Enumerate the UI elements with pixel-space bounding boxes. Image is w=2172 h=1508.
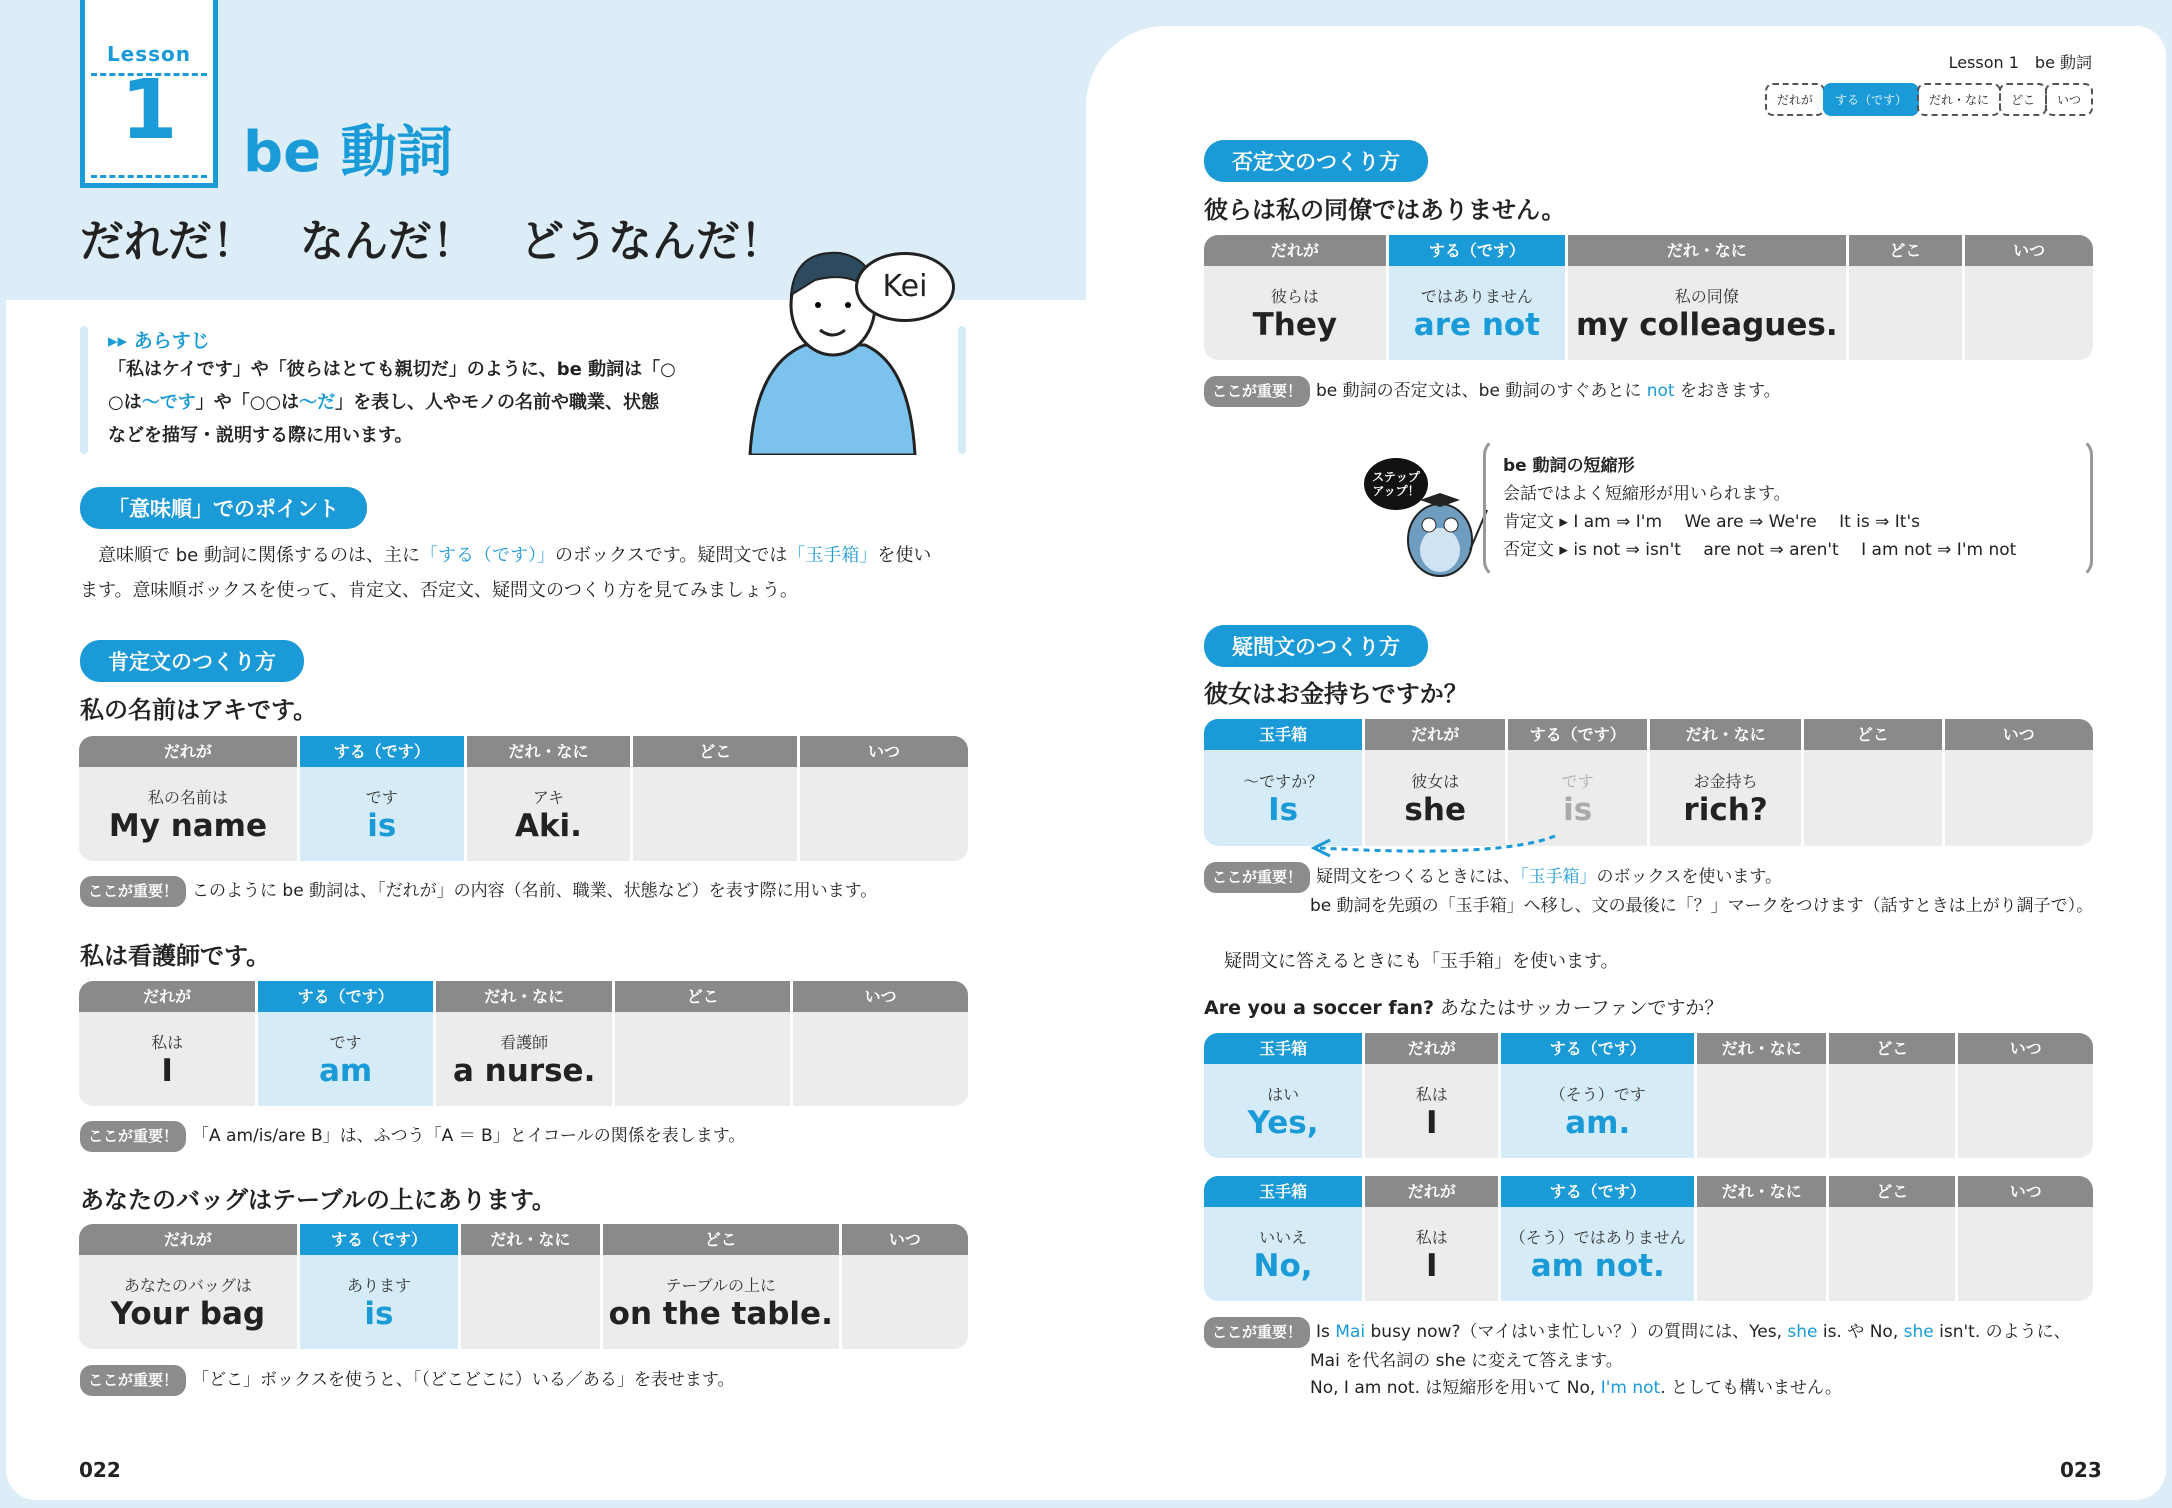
column-header: どこ [603, 1224, 839, 1255]
section-pill-question: 疑問文のつくり方 [1204, 625, 1428, 667]
important-note: ここが重要！ 疑問文をつくるときには、「玉手箱」のボックスを使います。 be 動詞を先頭の「玉手箱」へ移し、文の最後に「？」マークをつけます（話すときは上がり調子で）。 [1204, 862, 2093, 920]
table-cell [1501, 1207, 1694, 1301]
example-sentence: 彼らは私の同僚ではありません。 [1204, 196, 1566, 224]
synopsis-bar [958, 326, 966, 454]
column-header: だれが [1204, 235, 1386, 266]
column-header: だれが [1365, 1176, 1498, 1207]
meaning-order-tags [1767, 83, 2093, 116]
column-header: する（です） [1501, 1176, 1694, 1207]
column-header: どこ [615, 981, 790, 1012]
table-cell [1697, 1064, 1826, 1158]
example-sentence: 私は看護師です。 [80, 942, 271, 970]
meaning-order-tag: どこ [1999, 83, 2047, 116]
table-cell [300, 767, 464, 861]
column-header: だれ・なに [1650, 719, 1801, 750]
table-cell [1829, 1207, 1955, 1301]
cell-gloss: です [1561, 771, 1594, 791]
column-header: どこ [1804, 719, 1941, 750]
intro-paragraph: 意味順で be 動詞に関係するのは、主に「する（です）」のボックスです。疑問文では「玉手箱」を使い ます。意味順ボックスを使って、肯定文、否定文、疑問文のつくり方を見てみましょう。 [80, 545, 932, 601]
cell-english: I [1425, 1247, 1438, 1284]
table-cell [1945, 750, 2093, 846]
table-cell [842, 1255, 968, 1349]
cell-gloss: （そう）ではありません [1509, 1227, 1686, 1247]
cell-gloss: 私は [1415, 1084, 1448, 1104]
cell-english: I [1425, 1104, 1438, 1141]
column-header: だれが [79, 981, 255, 1012]
table-cell [1958, 1064, 2093, 1158]
table-cell [461, 1255, 600, 1349]
table-cell [1965, 266, 2093, 360]
meaning-order-tag: だれが [1765, 83, 1825, 116]
cell-english: rich? [1683, 791, 1768, 828]
lesson-tab [80, 0, 218, 188]
meaning-order-table [79, 981, 968, 1106]
meaning-order-table [1204, 1033, 2093, 1158]
step-up-badge: ステップアップ！ [1364, 458, 1428, 510]
cell-gloss: です [329, 1032, 362, 1052]
table-cell [1650, 750, 1801, 846]
table-cell [1568, 266, 1846, 360]
cell-english: Your bag [110, 1295, 266, 1332]
column-header: どこ [1829, 1033, 1955, 1064]
cell-gloss: ～ですか？ [1243, 771, 1324, 791]
cell-gloss: 私は [1415, 1227, 1448, 1247]
table-cell [1849, 266, 1963, 360]
cell-gloss: あります [346, 1275, 411, 1295]
table-cell [1829, 1064, 1955, 1158]
meaning-order-table [1204, 235, 2093, 360]
wave-decoration [91, 68, 207, 76]
meaning-order-tag: する（です） [1823, 83, 1919, 116]
column-header: する（です） [1508, 719, 1647, 750]
cell-english: am [319, 1052, 373, 1089]
column-header: だれ・なに [436, 981, 612, 1012]
important-note: ここが重要！ Is Mai busy now?（マイはいま忙しい？）の質問には、Yes, she is. や No, she isn't. のように、 Mai を代名詞の she に変えて答えます。 No, I am not. は短縮形を用いて No, I'm not. としても構いません。 [1204, 1317, 2071, 1402]
column-header: だれが [1365, 719, 1505, 750]
column-header: する（です） [300, 1224, 458, 1255]
cell-english: is [367, 807, 397, 844]
section-pill-affirmative: 肯定文のつくり方 [80, 640, 304, 682]
cell-english: is [364, 1295, 394, 1332]
cell-gloss: です [365, 787, 398, 807]
table-cell [615, 1012, 790, 1106]
meaning-order-tag: いつ [2045, 83, 2093, 116]
table-cell [1204, 266, 1386, 360]
cell-gloss: お金持ち [1693, 771, 1758, 791]
cell-english: My name [108, 807, 268, 844]
cell-gloss: ではありません [1420, 286, 1533, 306]
column-header: する（です） [1389, 235, 1565, 266]
cell-english: Is [1268, 791, 1299, 828]
cell-english: a nurse. [452, 1052, 596, 1089]
cell-gloss: あなたのバッグは [123, 1275, 252, 1295]
lesson-label: Lesson [106, 42, 192, 66]
cell-english: They [1252, 306, 1338, 343]
cell-gloss: 看護師 [500, 1032, 549, 1052]
synopsis-line: ○は～です」や「○○は～だ」を表し、人やモノの名前や職業、状態 [108, 392, 659, 413]
speech-bubble: Kei [855, 252, 955, 322]
table-cell [467, 767, 631, 861]
example-question: Are you a soccer fan? あなたはサッカーファンですか？ [1204, 997, 1724, 1019]
column-header: だれが [79, 1224, 297, 1255]
page-number: 023 [2060, 1458, 2102, 1482]
cell-english: Yes, [1247, 1104, 1319, 1141]
cell-gloss: 私の同僚 [1674, 286, 1739, 306]
meaning-order-table [79, 1224, 968, 1349]
column-header: だれ・なに [1568, 235, 1846, 266]
column-header: いつ [1965, 235, 2093, 266]
section-pill-negative: 否定文のつくり方 [1204, 140, 1428, 182]
cell-gloss: （そう）です [1549, 1084, 1646, 1104]
column-header: どこ [1829, 1176, 1955, 1207]
example-sentence: 彼女はお金持ちですか？ [1204, 680, 1468, 708]
lesson-title: be 動詞 [243, 120, 453, 185]
cell-english: are not [1413, 306, 1540, 343]
column-header: どこ [1849, 235, 1963, 266]
table-cell [800, 767, 968, 861]
column-header: だれ・なに [1697, 1033, 1826, 1064]
cell-english: my colleagues. [1575, 306, 1838, 343]
step-up-content: be 動詞の短縮形 会話ではよく短縮形が用いられます。 肯定文 ▸ I am ⇒ I'm We are ⇒ We're It is ⇒ It's 否定文 ▸ is not ⇒ isn't are not ⇒ aren't I am not ⇒ I'm not [1503, 456, 2017, 560]
wave-decoration [91, 170, 207, 178]
cell-english: she [1404, 791, 1466, 828]
column-header: だれ・なに [461, 1224, 600, 1255]
table-cell [633, 767, 797, 861]
synopsis-line: 「私はケイです」や「彼らはとても親切だ」のように、be 動詞は「○ [108, 359, 676, 380]
cell-english: am. [1565, 1104, 1631, 1141]
table-cell [603, 1255, 839, 1349]
table-cell [1697, 1207, 1826, 1301]
synopsis-heading: ▸▸ あらすじ [108, 330, 210, 352]
cell-english: on the table. [608, 1295, 833, 1332]
running-head: Lesson 1 be 動詞 [1948, 53, 2092, 72]
column-header: だれ・なに [467, 736, 631, 767]
table-cell [1958, 1207, 2093, 1301]
column-header: だれが [1365, 1033, 1498, 1064]
column-header: 玉手箱 [1204, 1033, 1362, 1064]
cell-english: Aki. [514, 807, 582, 844]
column-header: いつ [842, 1224, 968, 1255]
cell-gloss: テーブルの上に [665, 1275, 777, 1295]
table-cell [1204, 1064, 1362, 1158]
table-cell [79, 767, 297, 861]
cell-gloss: 彼らは [1270, 286, 1319, 306]
cell-english: No, [1253, 1247, 1313, 1284]
important-note: ここが重要！ be 動詞の否定文は、be 動詞のすぐあとに not をおきます。 [1204, 376, 1781, 407]
synopsis-bar [80, 326, 88, 454]
meaning-order-table [79, 736, 968, 861]
example-sentence: 私の名前はアキです。 [80, 696, 318, 724]
cell-gloss: 彼女は [1411, 771, 1460, 791]
table-cell [79, 1012, 255, 1106]
synopsis [108, 326, 676, 452]
table-cell [436, 1012, 612, 1106]
meaning-order-table [1204, 1176, 2093, 1301]
cell-gloss: はい [1267, 1084, 1300, 1104]
cell-gloss: 私は [151, 1032, 184, 1052]
page-number: 022 [79, 1458, 121, 1482]
important-note: ここが重要！ 「A am/is/are B」は、ふつう「A ＝ B」とイコールの関係を表します。 [80, 1121, 745, 1152]
column-header: いつ [1958, 1176, 2093, 1207]
table-cell [300, 1255, 458, 1349]
cell-english: am not. [1530, 1247, 1665, 1284]
column-header: どこ [633, 736, 797, 767]
column-header: いつ [1945, 719, 2093, 750]
table-cell [1501, 1064, 1694, 1158]
column-header: する（です） [300, 736, 464, 767]
answer-paragraph: 疑問文に答えるときにも「玉手箱」を使います。 [1224, 951, 1619, 972]
column-header: いつ [1958, 1033, 2093, 1064]
important-note: ここが重要！ 「どこ」ボックスを使うと、「（どこどこに）いる／ある」を表せます。 [80, 1365, 734, 1396]
move-arrow-icon [1300, 820, 1570, 860]
column-header: する（です） [1501, 1033, 1694, 1064]
cell-gloss: アキ [532, 787, 565, 807]
lesson-number: 1 [120, 63, 178, 158]
cell-english: is [1563, 791, 1593, 828]
column-header: する（です） [258, 981, 433, 1012]
table-cell [793, 1012, 968, 1106]
section-pill-points: 「意味順」でのポイント [80, 487, 367, 529]
table-cell [1365, 1207, 1498, 1301]
column-header: いつ [800, 736, 968, 767]
column-header: 玉手箱 [1204, 719, 1362, 750]
example-sentence: あなたのバッグはテーブルの上にあります。 [80, 1186, 556, 1214]
column-header: 玉手箱 [1204, 1176, 1362, 1207]
cell-gloss: 私の名前は [147, 787, 228, 807]
headline: だれだ！ なんだ！ どうなんだ！ [80, 216, 784, 267]
table-cell [1204, 1207, 1362, 1301]
table-cell [79, 1255, 297, 1349]
column-header: だれが [79, 736, 297, 767]
important-note: ここが重要！ このように be 動詞は、「だれが」の内容（名前、職業、状態など）を表す際に用います。 [80, 876, 877, 907]
table-cell [1365, 1064, 1498, 1158]
synopsis-line: などを描写・説明する際に用います。 [108, 425, 413, 446]
column-header: いつ [793, 981, 968, 1012]
table-cell [1804, 750, 1941, 846]
cell-gloss: いいえ [1259, 1227, 1308, 1247]
table-cell [258, 1012, 433, 1106]
column-header: だれ・なに [1697, 1176, 1826, 1207]
cell-english: I [161, 1052, 173, 1089]
table-cell [1389, 266, 1565, 360]
meaning-order-tag: だれ・なに [1917, 83, 2001, 116]
